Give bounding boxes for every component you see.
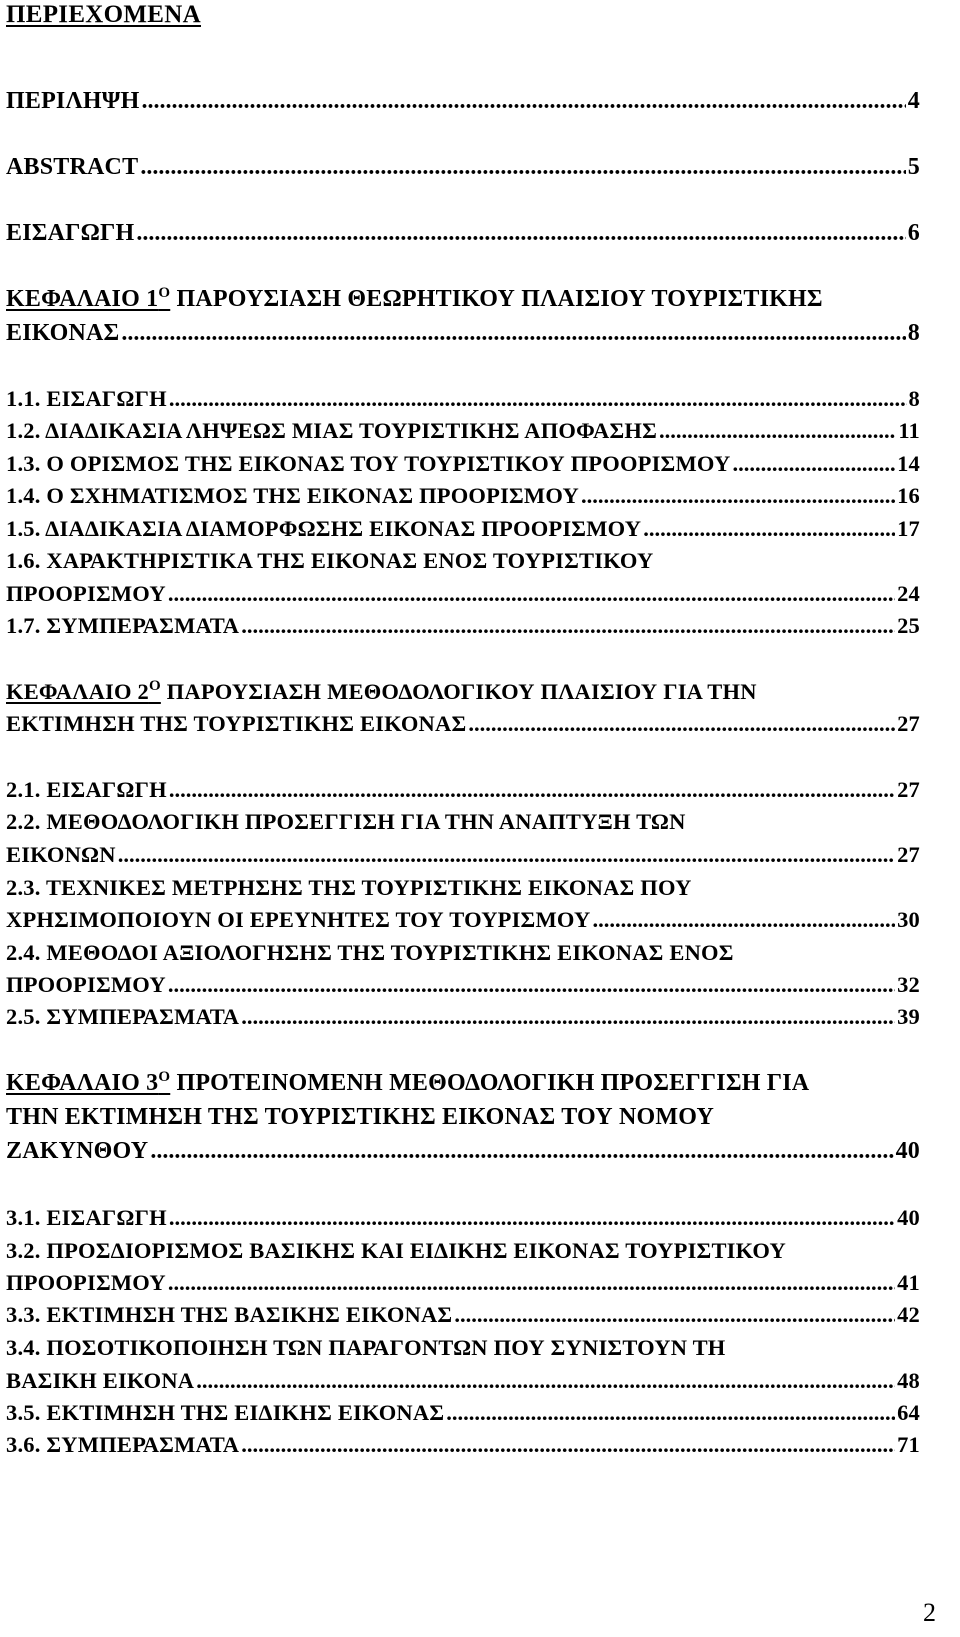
toc-entry-abstract-en[interactable] (6, 152, 920, 182)
toc-entry-label: 1.5. ΔΙΑΔΙΚΑΣΙΑ ΔΙΑΜΟΡΦΩΣΗΣ ΕΙΚΟΝΑΣ ΠΡΟΟΡΙΣΜΟΥ (6, 516, 642, 541)
toc-entry-label: 1.3. Ο ΟΡΙΣΜΟΣ ΤΗΣ ΕΙΚΟΝΑΣ ΤΟΥ ΤΟΥΡΙΣΤΙΚΟΥ ΠΡΟΟΡΙΣΜΟΥ (6, 451, 731, 476)
chapter-title-line1: ΠΑΡΟΥΣΙΑΣΗ ΘΕΩΡΗΤΙΚΟΥ ΠΛΑΙΣΙΟΥ ΤΟΥΡΙΣΤΙΚΗΣ (176, 286, 823, 312)
chapter-label: ΚΕΦΑΛΑΙΟ $2^O$ (6, 678, 161, 704)
toc-leader-dots (454, 1300, 895, 1330)
toc-entry-1-3[interactable] (6, 449, 920, 479)
toc-entry-page: 8 (907, 320, 920, 346)
toc-leader-dots (241, 611, 895, 641)
toc-entry-page: 41 (897, 1270, 920, 1295)
toc-entry-label: 3.1. ΕΙΣΑΓΩΓΗ (6, 1205, 167, 1230)
toc-entry-page: 40 (897, 1205, 920, 1230)
toc-leader-dots (142, 86, 906, 116)
toc-entry-label: 3.6. ΣΥΜΠΕΡΑΣΜΑΤΑ (6, 1432, 240, 1457)
toc-entry-label: ΕΚΤΙΜΗΣΗ ΤΗΣ ΤΟΥΡΙΣΤΙΚΗΣ ΕΙΚΟΝΑΣ (6, 711, 467, 736)
toc-entry-label: ΒΑΣΙΚΗ ΕΙΚΟΝΑ (6, 1368, 195, 1393)
toc-entry-label: 1.7. ΣΥΜΠΕΡΑΣΜΑΤΑ (6, 613, 240, 638)
toc-entry-2-3-continued[interactable] (6, 905, 920, 935)
toc-entry-3-1[interactable] (6, 1203, 920, 1233)
toc-leader-dots (136, 218, 905, 248)
toc-entry-label: 3.4. ΠΟΣΟΤΙΚΟΠΟΙΗΣΗ ΤΩΝ ΠΑΡΑΓΟΝΤΩΝ ΠΟΥ ΣΥΝΙΣΤΟΥΝ ΤΗ (6, 1335, 726, 1360)
toc-leader-dots (169, 775, 895, 805)
toc-entry-2-3[interactable] (6, 873, 920, 903)
toc-leader-dots (196, 1366, 895, 1396)
toc-entry-2-5[interactable] (6, 1002, 920, 1032)
toc-chapter-2-heading[interactable] (6, 677, 920, 707)
toc-chapter-1-continued[interactable] (6, 318, 920, 348)
toc-entry-label: ΠΡΟΟΡΙΣΜΟΥ (6, 1270, 166, 1295)
toc-chapter-3-heading[interactable] (6, 1068, 920, 1098)
toc-entry-page: 27 (897, 842, 920, 867)
toc-entry-3-5[interactable] (6, 1398, 920, 1428)
toc-leader-dots (150, 1136, 893, 1166)
toc-leader-dots (581, 481, 895, 511)
chapter-title-line2: ΤΗΝ ΕΚΤΙΜΗΣΗ ΤΗΣ ΤΟΥΡΙΣΤΙΚΗΣ ΕΙΚΟΝΑΣ ΤΟΥ ΝΟΜΟΥ (6, 1104, 714, 1130)
toc-leader-dots (168, 970, 895, 1000)
toc-leader-dots (169, 384, 907, 414)
toc-entry-page: 71 (897, 1432, 920, 1457)
toc-entry-label: ΕΙΣΑΓΩΓΗ (6, 220, 135, 246)
toc-leader-dots (169, 1203, 895, 1233)
toc-entry-page: 48 (897, 1368, 920, 1393)
toc-entry-2-4[interactable] (6, 938, 920, 968)
toc-chapter-2-continued[interactable] (6, 709, 920, 739)
toc-entry-page: 17 (897, 516, 920, 541)
chapter-label: ΚΕΦΑΛΑΙΟ $1^O$ (6, 285, 171, 312)
toc-leader-dots (168, 579, 895, 609)
toc-entry-label: ΠΕΡΙΛΗΨΗ (6, 88, 140, 114)
toc-chapter-3-line2[interactable] (6, 1102, 920, 1132)
toc-entry-label: 2.4. ΜΕΘΟΔΟΙ ΑΞΙΟΛΟΓΗΣΗΣ ΤΗΣ ΤΟΥΡΙΣΤΙΚΗΣ ΕΙΚΟΝΑΣ ΕΝΟΣ (6, 940, 734, 965)
toc-entry-label: 2.2. ΜΕΘΟΔΟΛΟΓΙΚΗ ΠΡΟΣΕΓΓΙΣΗ ΓΙΑ ΤΗΝ ΑΝΑΠΤΥΞΗ ΤΩΝ (6, 809, 686, 834)
toc-entry-label: 1.6. ΧΑΡΑΚΤΗΡΙΣΤΙΚΑ ΤΗΣ ΕΙΚΟΝΑΣ ΕΝΟΣ ΤΟΥΡΙΣΤΙΚΟΥ (6, 548, 654, 573)
toc-entry-page: 30 (897, 907, 920, 932)
toc-entry-3-4-continued[interactable] (6, 1366, 920, 1396)
toc-entry-abstract-gr[interactable] (6, 86, 920, 116)
toc-entry-label: 2.5. ΣΥΜΠΕΡΑΣΜΑΤΑ (6, 1004, 240, 1029)
toc-entry-label: 2.1. ΕΙΣΑΓΩΓΗ (6, 777, 167, 802)
toc-entry-page: 5 (907, 154, 920, 180)
toc-entry-page: 24 (897, 581, 920, 606)
toc-leader-dots (468, 709, 895, 739)
toc-leader-dots (643, 514, 895, 544)
toc-entry-label: 3.3. ΕΚΤΙΜΗΣΗ ΤΗΣ ΒΑΣΙΚΗΣ ΕΙΚΟΝΑΣ (6, 1302, 453, 1327)
toc-entry-3-6[interactable] (6, 1430, 920, 1460)
toc-entry-label: ΖΑΚΥΝΘΟΥ (6, 1138, 149, 1164)
toc-entry-page: 32 (897, 972, 920, 997)
toc-entry-3-2[interactable] (6, 1236, 920, 1266)
toc-entry-label: 1.1. ΕΙΣΑΓΩΓΗ (6, 386, 167, 411)
toc-entry-page: 8 (908, 386, 920, 411)
toc-entry-introduction[interactable] (6, 218, 920, 248)
toc-entry-1-4[interactable] (6, 481, 920, 511)
chapter-title-line1: ΠΑΡΟΥΣΙΑΣΗ ΜΕΘΟΔΟΛΟΓΙΚΟΥ ΠΛΑΙΣΙΟΥ ΓΙΑ ΤΗΝ (166, 679, 757, 704)
toc-leader-dots (168, 1268, 895, 1298)
toc-entry-page: 42 (897, 1302, 920, 1327)
toc-entry-1-1[interactable] (6, 384, 920, 414)
toc-entry-2-2[interactable] (6, 807, 920, 837)
toc-entry-page: 6 (907, 220, 920, 246)
toc-leader-dots (118, 840, 895, 870)
toc-entry-page: 4 (907, 88, 920, 114)
toc-entry-page: 39 (897, 1004, 920, 1029)
toc-leader-dots (446, 1398, 895, 1428)
chapter-label: ΚΕΦΑΛΑΙΟ $3^O$ (6, 1069, 171, 1096)
toc-entry-page: 27 (897, 777, 920, 802)
toc-entry-label: ΠΡΟΟΡΙΣΜΟΥ (6, 972, 166, 997)
toc-entry-label: ABSTRACT (6, 154, 139, 180)
toc-entry-page: 25 (897, 613, 920, 638)
toc-leader-dots (592, 905, 895, 935)
toc-entry-label: ΕΙΚΟΝΩΝ (6, 842, 116, 867)
toc-entry-label: ΠΡΟΟΡΙΣΜΟΥ (6, 581, 166, 606)
toc-leader-dots (241, 1002, 895, 1032)
toc-leader-dots (121, 318, 905, 348)
page-number: 2 (923, 1598, 936, 1627)
toc-entry-1-6-continued[interactable] (6, 579, 920, 609)
toc-entry-3-3[interactable] (6, 1300, 920, 1330)
toc-entry-2-2-continued[interactable] (6, 840, 920, 870)
toc-chapter-1-heading[interactable] (6, 284, 920, 314)
toc-entry-1-6[interactable] (6, 546, 920, 576)
toc-entry-2-1[interactable] (6, 775, 920, 805)
toc-leader-dots (732, 449, 895, 479)
toc-entry-label: 3.2. ΠΡΟΣΔΙΟΡΙΣΜΟΣ ΒΑΣΙΚΗΣ ΚΑΙ ΕΙΔΙΚΗΣ ΕΙΚΟΝΑΣ ΤΟΥΡΙΣΤΙΚΟΥ (6, 1238, 786, 1263)
toc-entry-3-4[interactable] (6, 1333, 920, 1363)
toc-chapter-3-continued[interactable] (6, 1136, 920, 1166)
toc-entry-label: 2.3. ΤΕΧΝΙΚΕΣ ΜΕΤΡΗΣΗΣ ΤΗΣ ΤΟΥΡΙΣΤΙΚΗΣ ΕΙΚΟΝΑΣ ΠΟΥ (6, 875, 692, 900)
toc-entry-page: 14 (897, 451, 920, 476)
toc-leader-dots (140, 152, 905, 182)
toc-entry-1-7[interactable] (6, 611, 920, 641)
toc-leader-dots (241, 1430, 895, 1460)
toc-entry-page: 64 (897, 1400, 920, 1425)
toc-entry-3-2-continued[interactable] (6, 1268, 920, 1298)
toc-entry-1-5[interactable] (6, 514, 920, 544)
toc-entry-page: 40 (895, 1138, 920, 1164)
chapter-title-line1: ΠΡΟΤΕΙΝΟΜΕΝΗ ΜΕΘΟΔΟΛΟΓΙΚΗ ΠΡΟΣΕΓΓΙΣΗ ΓΙΑ (176, 1070, 810, 1096)
toc-entry-label: ΕΙΚΟΝΑΣ (6, 320, 120, 346)
toc-entry-label: 1.2. ΔΙΑΔΙΚΑΣΙΑ ΛΗΨΕΩΣ ΜΙΑΣ ΤΟΥΡΙΣΤΙΚΗΣ ΑΠΟΦΑΣΗΣ (6, 418, 657, 443)
toc-entry-page: 11 (898, 418, 920, 443)
toc-entry-label: 1.4. Ο ΣΧΗΜΑΤΙΣΜΟΣ ΤΗΣ ΕΙΚΟΝΑΣ ΠΡΟΟΡΙΣΜΟΥ (6, 483, 579, 508)
toc-entry-2-4-continued[interactable] (6, 970, 920, 1000)
toc-entry-label: ΧΡΗΣΙΜΟΠΟΙΟΥΝ ΟΙ ΕΡΕΥΝΗΤΕΣ ΤΟΥ ΤΟΥΡΙΣΜΟΥ (6, 907, 591, 932)
toc-title: ΠΕΡΙΕΧΟΜΕΝΑ (6, 1, 201, 28)
toc-entry-label: 3.5. ΕΚΤΙΜΗΣΗ ΤΗΣ ΕΙΔΙΚΗΣ ΕΙΚΟΝΑΣ (6, 1400, 445, 1425)
toc-entry-1-2[interactable] (6, 416, 920, 446)
toc-entry-page: 27 (897, 711, 920, 736)
toc-leader-dots (659, 416, 896, 446)
toc-entry-page: 16 (897, 483, 920, 508)
